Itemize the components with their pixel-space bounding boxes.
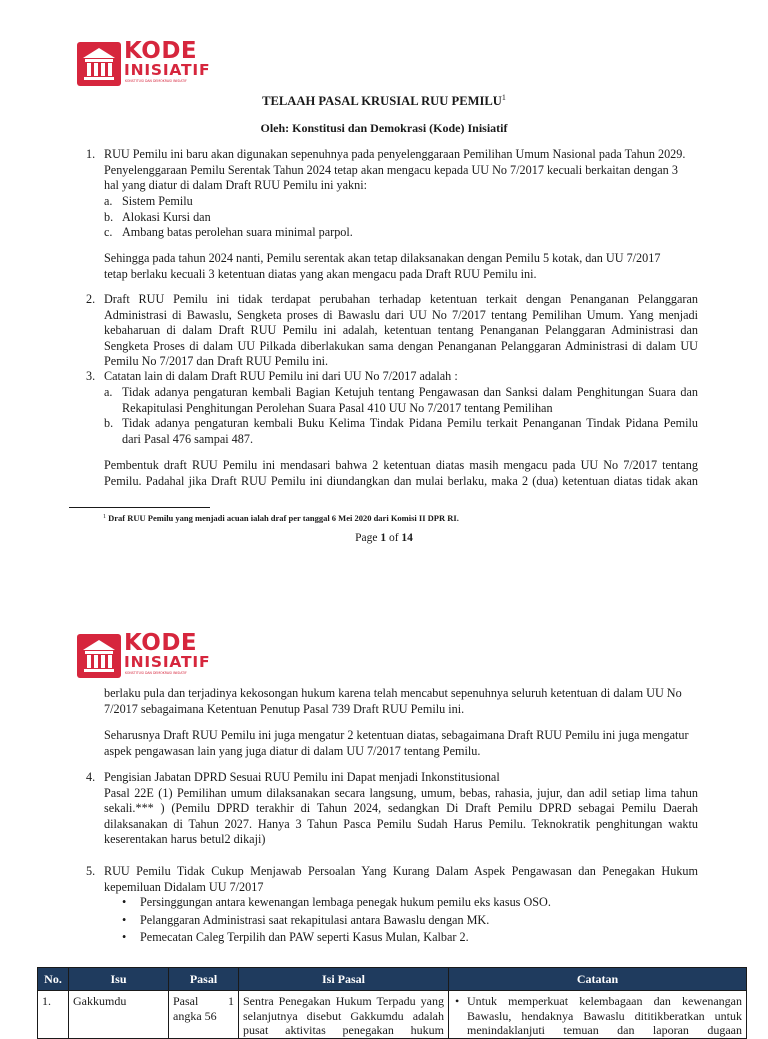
list-item bbox=[104, 416, 698, 447]
item-1-text bbox=[104, 147, 698, 194]
sub-text: Alokasi Kursi dan bbox=[122, 209, 211, 224]
item-3-conclusion bbox=[104, 458, 698, 489]
logo-word-top: KODE bbox=[124, 38, 198, 64]
item-number: 3. bbox=[86, 369, 96, 383]
text-line: Penyelenggaraan Pemilu Serentak Tahun 2024 tetap akan mengacu kepada UU No 7/2017 kecuali berkaitan dengan 3 bbox=[104, 162, 678, 177]
text-line: hal yang diatur di dalam Draft RUU Pemilu ini yakni: bbox=[104, 178, 367, 192]
page-total: 14 bbox=[401, 532, 413, 544]
text-line: Pembentuk draft RUU Pemilu ini mendasari bahwa 2 ketentuan diatas masih mengacu pada UU No 7/2017 tentang bbox=[104, 458, 698, 472]
text-line: 7/2017 sebagaimana Ketentuan Penutup Pasal 739 Draft RUU Pemilu ini. bbox=[104, 701, 465, 716]
document-byline: Oleh: Konstitusi dan Demokrasi (Kode) Inisiatif bbox=[260, 121, 508, 135]
logo-word-top: KODE bbox=[124, 630, 198, 656]
text-line: Sehingga pada tahun 2024 nanti, Pemilu serentak akan tetap dilaksanakan dengan Pemilu 5 kotak, dan UU 7/2017 bbox=[104, 251, 661, 265]
page-label: Page bbox=[355, 532, 378, 544]
bullet-icon: • bbox=[455, 994, 460, 1008]
list-item bbox=[122, 930, 698, 948]
footnote-ref: 1 bbox=[103, 514, 106, 520]
list-item bbox=[122, 895, 698, 913]
item-3-lead: Catatan lain di dalam Draft RUU Pemilu ini dari UU No 7/2017 adalah : bbox=[104, 369, 458, 383]
item-number: 2. bbox=[86, 292, 96, 306]
kode-inisiatif-logo bbox=[77, 630, 211, 680]
text-line: kepemiluan Didalam UU 7/2017 bbox=[104, 879, 264, 894]
text-line: berlaku pula dan terjadinya kekosongan hukum karena telah mencabut sepenuhnya seluruh ketentuan di dalam UU No bbox=[104, 686, 682, 700]
column-header-isu: Isu bbox=[69, 968, 169, 991]
bullet-icon: • bbox=[122, 930, 127, 944]
page-number-1 bbox=[0, 531, 768, 547]
item-number: 4. bbox=[86, 770, 96, 784]
bullet-text: Persinggungan antara kewenangan lembaga penegak hukum pemilu eks kasus OSO. bbox=[140, 895, 551, 909]
sub-text: Sistem Pemilu bbox=[122, 194, 193, 208]
column-header-pasal: Pasal bbox=[169, 968, 239, 991]
bullet-list bbox=[122, 895, 698, 948]
logo-tagline: KONSTITUSI DAN DEMOKRASI INISIATIF bbox=[125, 671, 187, 675]
text-line: angka 56 bbox=[173, 1008, 217, 1023]
sub-list-3 bbox=[104, 385, 698, 447]
column-header-isi-pasal: Isi Pasal bbox=[239, 968, 449, 991]
list-item bbox=[122, 913, 698, 931]
page-current: 1 bbox=[380, 532, 387, 544]
building-icon bbox=[77, 42, 121, 86]
text-line: Sengketa Proses di dalam UU Pilkada diberlakukan sama dengan Penanganan Pelanggaran Administrasi di dalam UU bbox=[104, 338, 698, 353]
sub-text bbox=[122, 385, 698, 416]
text-line: dari Pasal 476 sampai 487. bbox=[122, 431, 253, 446]
list-item bbox=[104, 385, 698, 416]
item-5-text bbox=[104, 864, 698, 895]
title-text: TELAAH PASAL KRUSIAL RUU PEMILU bbox=[262, 94, 502, 108]
cell-isi-pasal bbox=[239, 991, 449, 1039]
text-line: Tidak adanya pengaturan kembali Bagian Ketujuh tentang Pengawasan dan Sanksi dalam Penghitungan Suara dan bbox=[122, 385, 698, 399]
text-line: sekali.*** ) (Pemilu DPRD terakhir di Tahun 2024, sedangkan Di Draft Pemilu DPRD sebagai Pemilu Daerah bbox=[104, 801, 698, 815]
list-item bbox=[453, 994, 742, 1038]
logo-word-bottom: INISIATIF bbox=[124, 61, 211, 79]
item-number: 5. bbox=[86, 864, 96, 878]
text-line: Administrasi di Bawaslu, Sengketa proses di Bawaslu dari UU No 7/2017 tentang Pemilihan Umum. Yang menjadi bbox=[104, 307, 698, 322]
page-of: of bbox=[388, 532, 399, 544]
logo-tagline: KONSTITUSI DAN DEMOKRASI INISIATIF bbox=[125, 79, 187, 83]
text-line: selanjutnya disebut Gakkumdu adalah bbox=[243, 1008, 444, 1023]
paragraph bbox=[104, 728, 698, 759]
footnote-separator bbox=[69, 507, 210, 508]
text-line: aspek pengawasan lain yang juga diatur di dalam UU 7/2017 tentang Pemilu. bbox=[104, 743, 481, 758]
sub-text: Ambang batas perolehan suara minimal parpol. bbox=[122, 225, 353, 239]
title-footnote-ref: 1 bbox=[501, 93, 506, 102]
bullet-text: Pelanggaran Administrasi saat rekapitulasi antara Bawaslu dengan MK. bbox=[140, 912, 490, 927]
item-4-text bbox=[104, 770, 698, 848]
text-line: dilaksanakan di Tahun 2027. Hanya 3 Tahun Pasca Pemilu Sudah Harus Pemilu. Teknokratik penghitungan waktu bbox=[104, 816, 698, 831]
cell-no: 1. bbox=[38, 991, 69, 1039]
column-header-catatan: Catatan bbox=[449, 968, 747, 991]
building-icon bbox=[77, 634, 121, 678]
text-line: Tidak adanya pengaturan kembali Buku Kelima Tindak Pidana Pemilu terkait Penanganan Tindak Pidana Pemilu bbox=[122, 416, 698, 430]
sub-letter: b. bbox=[104, 209, 114, 224]
cell-catatan bbox=[449, 991, 747, 1039]
column-header-no: No. bbox=[38, 968, 69, 991]
text-line: Pengisian Jabatan DPRD Sesuai RUU Pemilu ini Dapat menjadi Inkonstitusional bbox=[104, 770, 500, 784]
footnote bbox=[103, 513, 459, 524]
text-line: keserentakan harus betul2 dikaji) bbox=[104, 832, 266, 846]
text-line: Bawaslu, hendaknya Bawaslu dititikberatkan untuk bbox=[467, 1008, 742, 1023]
text-line: kebaharuan di dalam Draft RUU Pemilu ini adalah, ketentuan tentang Penanganan Pelanggaran Administrasi dan bbox=[104, 323, 698, 337]
issues-table bbox=[37, 967, 747, 1039]
sub-letter: b. bbox=[104, 416, 114, 430]
cell-pasal bbox=[169, 991, 239, 1039]
logo-word-bottom: INISIATIF bbox=[124, 653, 211, 671]
text-line: Pemilu No 7/2017 dan Draft RUU Pemilu ini. bbox=[104, 354, 329, 368]
table-row bbox=[38, 991, 747, 1039]
table-header-row bbox=[38, 968, 747, 991]
text-line: tetap berlaku kecuali 3 ketentuan diatas yang akan mengacu pada Draft RUU Pemilu ini. bbox=[104, 266, 537, 281]
item-1-conclusion bbox=[104, 251, 698, 282]
kode-inisiatif-logo bbox=[77, 38, 211, 88]
bullet-text: Pemecatan Caleg Terpilih dan PAW seperti Kasus Mulan, Kalbar 2. bbox=[140, 930, 469, 944]
item-2-text bbox=[104, 292, 698, 370]
item-number: 1. bbox=[86, 147, 96, 161]
text-line: Pemilu. Padahal jika Draft RUU Pemilu ini diundangkan dan mulai berlaku, maka 2 (dua) ketentuan diatas tidak akan bbox=[104, 473, 698, 488]
text-line: menindaklanjuti temuan dan laporan dugaan bbox=[467, 1023, 742, 1037]
text-line: Draft RUU Pemilu ini tidak terdapat perubahan terhadap ketentuan terkait dengan Penanganan Pelanggaran bbox=[104, 292, 698, 306]
text-line: RUU Pemilu ini baru akan digunakan sepenuhnya pada penyelenggaraan Pemilihan Umum Nasional pada Tahun 2029. bbox=[104, 147, 686, 161]
sub-letter: a. bbox=[104, 385, 113, 399]
text-line: Pasal 22E (1) Pemilihan umum dilaksanakan secara langsung, umum, bebas, rahasia, jujur, dan adil setiap lima tahun bbox=[104, 785, 698, 800]
text-line: Untuk memperkuat kelembagaan dan kewenangan bbox=[467, 994, 742, 1008]
sub-letter: c. bbox=[104, 225, 113, 239]
footnote-text: Draf RUU Pemilu yang menjadi acuan ialah draf per tanggal 6 Mei 2020 dari Komisi II DPR RI. bbox=[108, 513, 459, 523]
text-line: pusat aktivitas penegakan hukum bbox=[243, 1023, 444, 1037]
bullet-icon: • bbox=[122, 895, 127, 909]
text-line: Sentra Penegakan Hukum Terpadu yang bbox=[243, 994, 444, 1008]
continuation-text bbox=[104, 686, 698, 717]
text-line: Pasal 1 bbox=[173, 994, 234, 1008]
cell-isu: Gakkumdu bbox=[69, 991, 169, 1039]
text-line: Rekapitulasi Penghitungan Perolehan Suara Pasal 410 UU No 7/2017 tentang Pemilihan bbox=[122, 400, 553, 415]
bullet-icon: • bbox=[122, 912, 127, 927]
document-title bbox=[0, 94, 768, 110]
text-line: RUU Pemilu Tidak Cukup Menjawab Persoalan Yang Kurang Dalam Aspek Pengawasan dan Penegakan Hukum bbox=[104, 864, 698, 878]
sub-text bbox=[122, 416, 698, 447]
text-line: Seharusnya Draft RUU Pemilu ini juga mengatur 2 ketentuan diatas, sebagaimana Draft RUU Pemilu ini juga mengatur bbox=[104, 728, 689, 742]
sub-letter: a. bbox=[104, 194, 113, 208]
